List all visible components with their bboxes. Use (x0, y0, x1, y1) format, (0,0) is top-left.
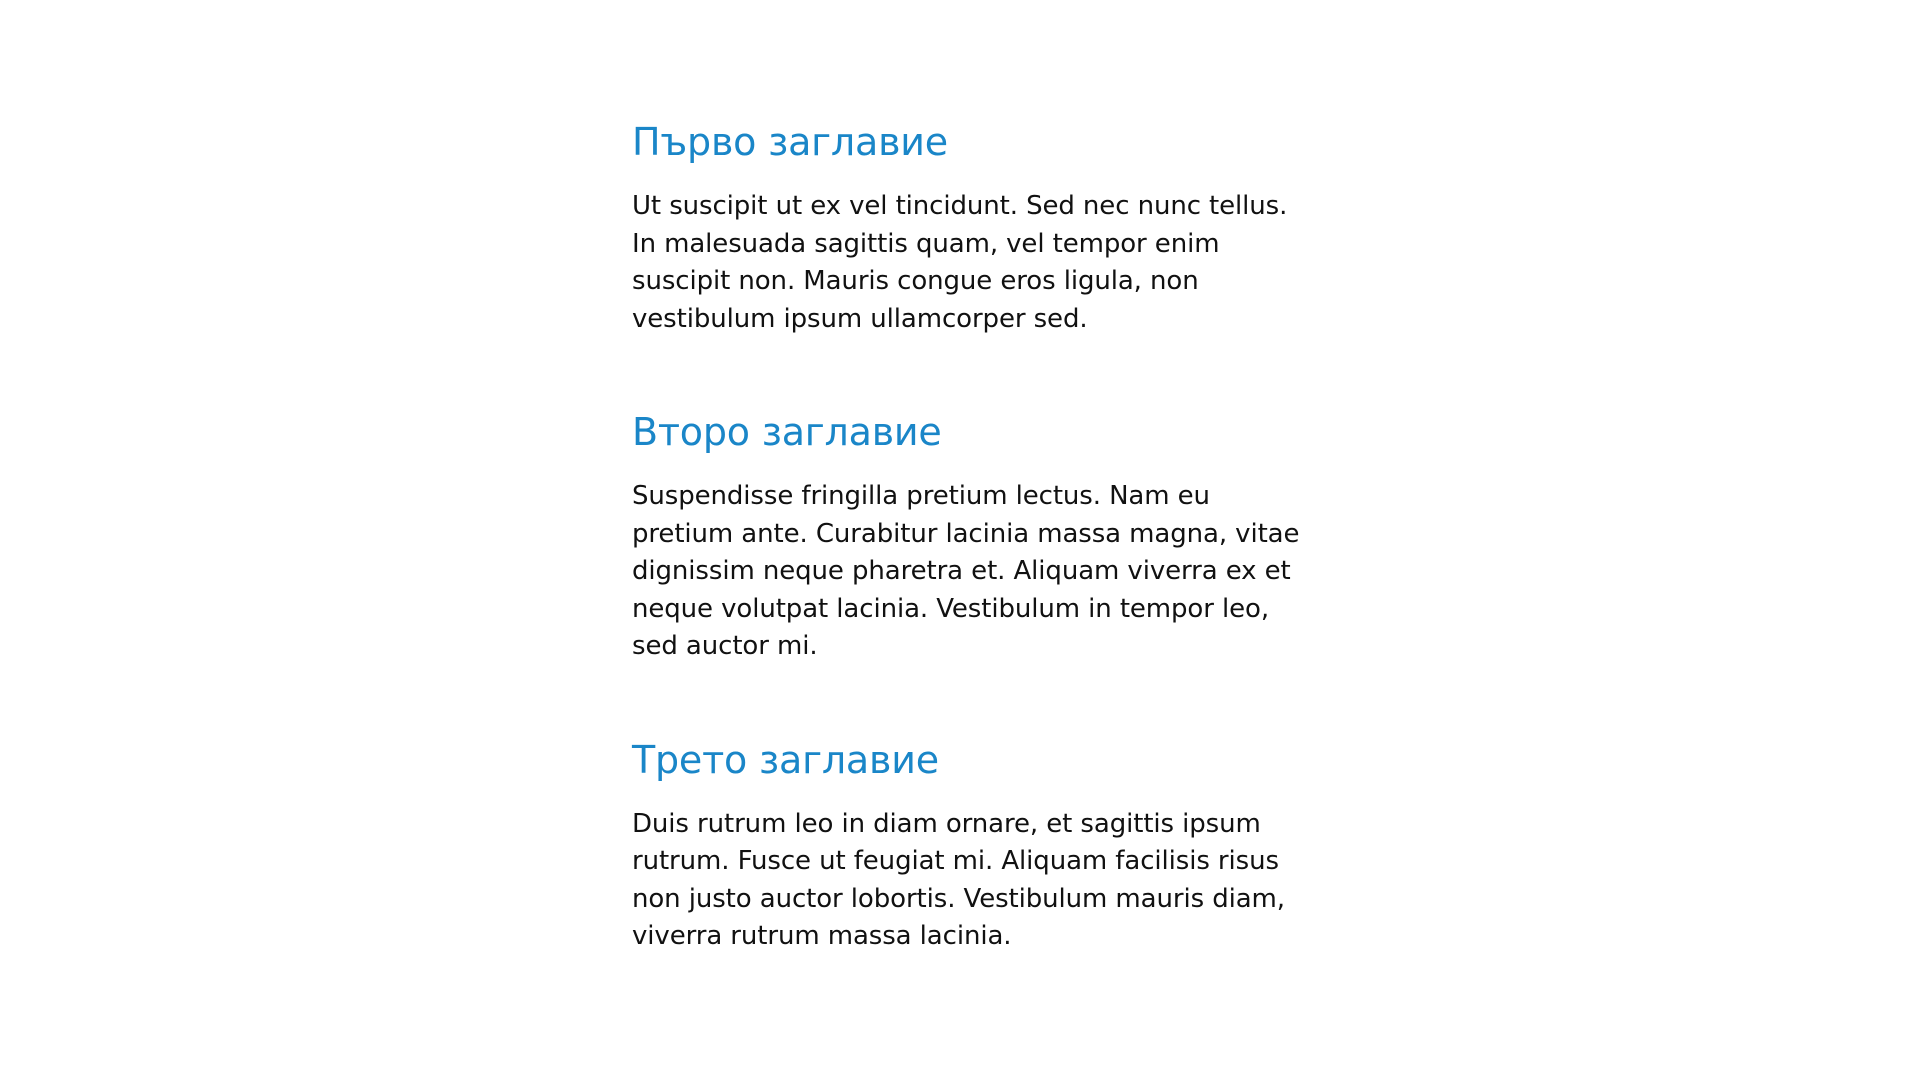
section-paragraph: Duis rutrum leo in diam ornare, et sagittis ipsum rutrum. Fusce ut feugiat mi. Aliquam facilisis risus non justo auctor lobortis. Vestibulum mauris diam, viverra rutrum massa lacinia. (632, 808, 1285, 951)
section-title: Трето заглавие (632, 737, 939, 782)
section-paragraph: Ut suscipit ut ex vel tincidunt. Sed nec nunc tellus. In malesuada sagittis quam, vel tempor enim suscipit non. Mauris congue eros ligula, non vestibulum ipsum ullamcorper sed. (632, 191, 1288, 334)
section-paragraph: Suspendisse fringilla pretium lectus. Nam eu pretium ante. Curabitur lacinia massa magna, vitae dignissim neque pharetra et. Aliquam viverra ex et neque volutpat lacinia. Vestibulum in tempor leo, sed auctor mi. (632, 481, 1300, 661)
section-first (632, 118, 1312, 338)
section-title: Второ заглавие (632, 410, 942, 454)
section-third (632, 736, 1312, 956)
section-second (632, 408, 1312, 666)
document-content (632, 118, 1312, 956)
section-title: Първо заглавие (632, 120, 948, 164)
